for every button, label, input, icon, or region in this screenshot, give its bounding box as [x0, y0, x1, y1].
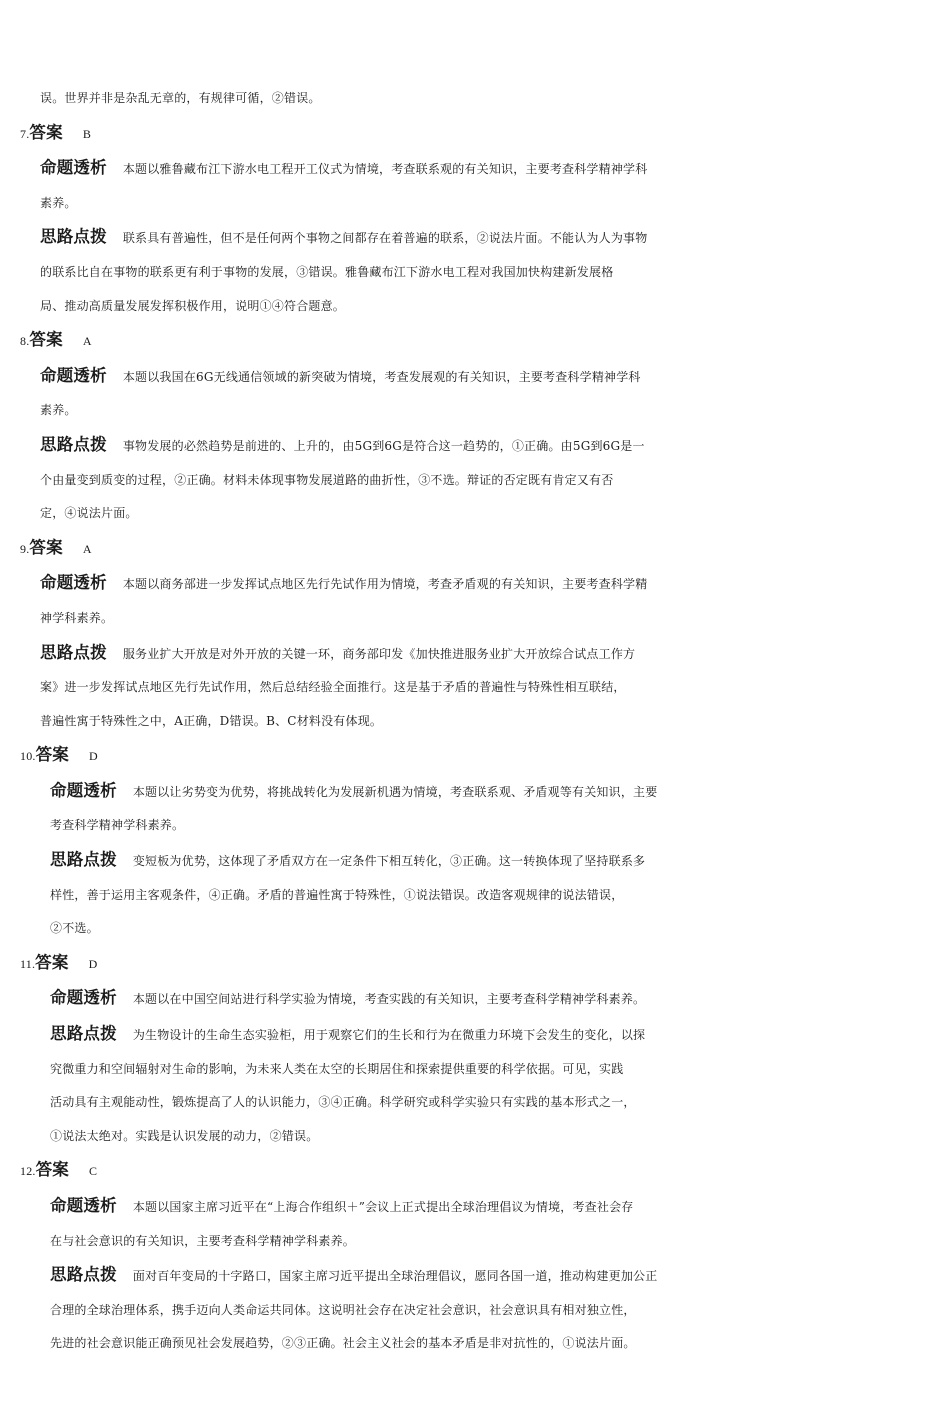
- tips-text: ①说法太绝对。实践是认识发展的动力，②错误。: [50, 1128, 319, 1143]
- question-block: [0, 738, 950, 946]
- analysis-text: 本题以国家主席习近平在“上海合作组织＋”会议上正式提出全球治理倡议为情境，考查社会存: [132, 1200, 634, 1214]
- analysis-line: [0, 394, 950, 428]
- question-block: [0, 116, 950, 324]
- tips-line: [0, 912, 950, 946]
- tips-line: [0, 464, 950, 498]
- analysis-label: 命题透析: [40, 365, 107, 385]
- question-number: 11.: [20, 956, 36, 971]
- question-number: 8.: [20, 334, 30, 349]
- tips-text: 先进的社会意识能正确预见社会发展趋势，②③正确。社会主义社会的基本矛盾是非对抗性的，①说法片面。: [50, 1336, 636, 1351]
- tips-label: 思路点拨: [50, 850, 117, 870]
- answer-value: A: [82, 334, 92, 349]
- tips-text: 样性，善于运用主客观条件，④正确。矛盾的普遍性寓于特殊性，①说法错误。改造客观规律的说法错误，: [50, 887, 624, 902]
- tips-line: [0, 220, 950, 256]
- answer-label: 答案: [35, 745, 70, 765]
- tips-line: [0, 1120, 950, 1154]
- analysis-line: [0, 1189, 950, 1225]
- question-block: [0, 531, 950, 739]
- answer-label: 答案: [35, 1160, 70, 1180]
- tips-line: [0, 1086, 950, 1120]
- answer-label: 答案: [29, 330, 63, 350]
- tips-text: 究微重力和空间辐射对生命的影响，为未来人类在太空的长期居住和探索提供重要的科学依据。可见，实践: [50, 1061, 624, 1076]
- analysis-line: [0, 566, 950, 602]
- tips-line: [0, 879, 950, 913]
- tips-text: 局、推动高质量发展发挥积极作用，说明①④符合题意。: [40, 298, 346, 313]
- analysis-text: 本题以我国在6G无线通信领域的新突破为情境，考查发展观的有关知识，主要考查科学精神学科: [122, 369, 641, 384]
- tips-line: [0, 705, 950, 739]
- tips-line: [0, 1327, 950, 1361]
- analysis-text: 本题以商务部进一步发挥试点地区先行先试作用为情境，考查矛盾观的有关知识，主要考查科学精: [122, 577, 648, 592]
- analysis-line: [0, 1225, 950, 1259]
- tips-label: 思路点拨: [50, 1265, 117, 1285]
- analysis-text: 在与社会意识的有关知识，主要考查科学精神学科素养。: [50, 1233, 356, 1248]
- question-number: 7.: [20, 126, 30, 141]
- tips-line: [0, 428, 950, 464]
- tips-text: 联系具有普遍性，但不是任何两个事物之间都存在着普遍的联系，②说法片面。不能认为人为事物: [122, 231, 648, 246]
- answer-value: D: [89, 749, 98, 764]
- question-block: [0, 946, 950, 1154]
- analysis-text: 素养。: [40, 195, 77, 210]
- tips-text: 定，④说法片面。: [40, 506, 138, 521]
- answer-label: 答案: [29, 122, 63, 142]
- tips-line: [0, 1294, 950, 1328]
- question-header: [0, 116, 950, 152]
- analysis-text: 本题以让劣势变为优势，将挑战转化为发展新机遇为情境，考查联系观、矛盾观等有关知识，主要: [132, 784, 658, 799]
- tips-text: 为生物设计的生命生态实验柜，用于观察它们的生长和行为在微重力环境下会发生的变化，以探: [132, 1028, 646, 1043]
- question-header: [0, 323, 950, 359]
- question-list: [0, 116, 950, 1361]
- tips-line: [0, 671, 950, 705]
- question-header: [0, 531, 950, 567]
- analysis-line: [0, 981, 950, 1017]
- question-header: [0, 946, 950, 982]
- tips-text: 个由量变到质变的过程，②正确。材料未体现事物发展道路的曲折性，③不选。辩证的否定既有肯定又有否: [40, 472, 614, 487]
- answer-value: C: [89, 1164, 98, 1179]
- tips-line: [0, 1053, 950, 1087]
- question-block: [0, 1153, 950, 1361]
- analysis-line: [0, 151, 950, 187]
- analysis-text: 本题以雅鲁藏布江下游水电工程开工仪式为情境，考查联系观的有关知识，主要考查科学精神学科: [122, 162, 648, 177]
- analysis-line: [0, 774, 950, 810]
- intro-line: 误。世界并非是杂乱无章的，有规律可循，②错误。: [40, 91, 321, 105]
- question-header: [0, 1153, 950, 1189]
- tips-line: [0, 497, 950, 531]
- analysis-text: 神学科素养。: [40, 610, 114, 625]
- tips-line: [0, 843, 950, 879]
- tips-text: 面对百年变局的十字路口，国家主席习近平提出全球治理倡议，愿同各国一道，推动构建更加公正: [132, 1269, 658, 1284]
- question-number: 12.: [20, 1164, 36, 1179]
- question-number: 9.: [20, 541, 30, 556]
- tips-label: 思路点拨: [40, 642, 107, 662]
- analysis-text: 考查科学精神学科素养。: [50, 818, 185, 833]
- tips-line: [0, 1258, 950, 1294]
- analysis-line: [0, 359, 950, 395]
- analysis-line: [0, 187, 950, 221]
- analysis-label: 命题透析: [50, 780, 117, 800]
- tips-text: 合理的全球治理体系，携手迈向人类命运共同体。这说明社会存在决定社会意识，社会意识具有相对独立性，: [50, 1302, 636, 1317]
- answer-value: B: [82, 126, 92, 141]
- analysis-label: 命题透析: [50, 1196, 117, 1215]
- analysis-text: 素养。: [40, 403, 77, 418]
- tips-line: [0, 1017, 950, 1053]
- analysis-text: 本题以在中国空间站进行科学实验为情境，考查实践的有关知识，主要考查科学精神学科素养。: [132, 992, 646, 1007]
- answer-label: 答案: [29, 537, 63, 557]
- analysis-label: 命题透析: [50, 988, 117, 1008]
- tips-line: [0, 636, 950, 672]
- tips-line: [0, 256, 950, 290]
- tips-text: 服务业扩大开放是对外开放的关键一环，商务部印发《加快推进服务业扩大开放综合试点工作方: [122, 646, 636, 661]
- tips-label: 思路点拨: [40, 434, 107, 454]
- answer-value: A: [82, 541, 92, 556]
- tips-line: [0, 290, 950, 324]
- analysis-line: [0, 602, 950, 636]
- tips-label: 思路点拨: [50, 1024, 117, 1044]
- answer-value: D: [88, 956, 98, 971]
- question-block: [0, 323, 950, 531]
- tips-text: 事物发展的必然趋势是前进的、上升的，由5G到6G是符合这一趋势的，①正确。由5G到6G是一: [122, 438, 645, 453]
- tips-text: 普遍性寓于特殊性之中，A正确，D错误。B、C材料没有体现。: [40, 713, 383, 728]
- tips-text: ②不选。: [50, 921, 99, 936]
- tips-text: 活动具有主观能动性，锻炼提高了人的认识能力，③④正确。科学研究或科学实验只有实践的基本形式之一，: [50, 1095, 636, 1110]
- analysis-label: 命题透析: [40, 573, 107, 593]
- tips-text: 案》进一步发挥试点地区先行先试作用，然后总结经验全面推行。这是基于矛盾的普遍性与特殊性相互联结，: [40, 680, 626, 695]
- question-number: 10.: [20, 749, 36, 764]
- tips-text: 变短板为优势，这体现了矛盾双方在一定条件下相互转化，③正确。这一转换体现了坚持联系多: [132, 854, 646, 869]
- tips-text: 的联系比自在事物的联系更有利于事物的发展，③错误。雅鲁藏布江下游水电工程对我国加快构建新发展格: [40, 264, 614, 279]
- answer-label: 答案: [35, 952, 69, 972]
- question-header: [0, 738, 950, 774]
- document-page: [0, 82, 950, 1361]
- analysis-line: [0, 809, 950, 843]
- analysis-label: 命题透析: [40, 158, 107, 178]
- tips-label: 思路点拨: [40, 227, 107, 247]
